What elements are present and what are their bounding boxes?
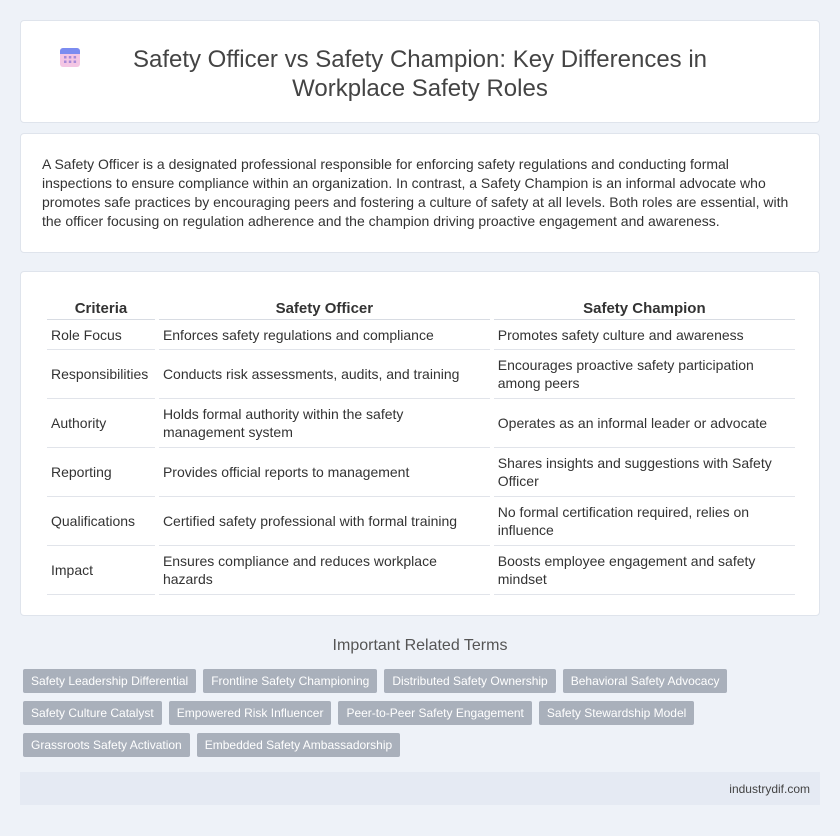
criteria-cell: Authority [47, 399, 155, 448]
related-term-tag[interactable]: Peer-to-Peer Safety Engagement [338, 701, 531, 725]
champion-cell: No formal certification required, relies on influence [494, 497, 795, 546]
champion-cell: Encourages proactive safety participation among peers [494, 350, 795, 399]
intro-paragraph: A Safety Officer is a designated professional responsible for enforcing safety regulations and conducting formal inspections to ensure compliance within an organization. In contrast, a Safety Champion is an informal advocate who promotes safe practices by encouraging peers and fostering a culture of safety at all levels. Both roles are essential, with the officer focusing on regulation adherence and the champion driving proactive engagement and awareness. [42, 156, 789, 229]
table-row [47, 497, 795, 546]
table-row [47, 350, 795, 399]
criteria-cell: Reporting [47, 448, 155, 497]
related-terms-title: Important Related Terms [332, 637, 508, 654]
officer-cell: Enforces safety regulations and compliance [159, 320, 490, 350]
related-term-tag[interactable]: Safety Leadership Differential [23, 669, 196, 693]
related-term-tag[interactable]: Behavioral Safety Advocacy [563, 669, 728, 693]
footer-site-name[interactable]: industrydif.com [729, 782, 810, 796]
related-term-tag[interactable]: Distributed Safety Ownership [384, 669, 555, 693]
champion-cell: Boosts employee engagement and safety mindset [494, 546, 795, 595]
related-term-tag[interactable]: Grassroots Safety Activation [23, 733, 190, 757]
footer [20, 772, 820, 805]
tag-row [23, 701, 823, 725]
header-safety-champion: Safety Champion [494, 295, 795, 320]
tag-row [23, 733, 823, 757]
table-row [47, 448, 795, 497]
related-term-tag[interactable]: Empowered Risk Influencer [169, 701, 332, 725]
officer-cell: Provides official reports to management [159, 448, 490, 497]
comparison-card [20, 271, 820, 616]
officer-cell: Conducts risk assessments, audits, and training [159, 350, 490, 399]
table-header-row [47, 295, 795, 320]
officer-cell: Holds formal authority within the safety management system [159, 399, 490, 448]
header-criteria: Criteria [47, 295, 155, 320]
criteria-cell: Impact [47, 546, 155, 595]
champion-cell: Operates as an informal leader or advocate [494, 399, 795, 448]
related-term-tag[interactable]: Frontline Safety Championing [203, 669, 377, 693]
criteria-cell: Role Focus [47, 320, 155, 350]
officer-cell: Certified safety professional with formal training [159, 497, 490, 546]
intro-card [20, 133, 820, 253]
comparison-table [43, 295, 799, 595]
table-row [47, 320, 795, 350]
criteria-cell: Responsibilities [47, 350, 155, 399]
officer-cell: Ensures compliance and reduces workplace hazards [159, 546, 490, 595]
related-terms-list [23, 669, 823, 765]
page-title: Safety Officer vs Safety Champion: Key Differences in Workplace Safety Roles [132, 46, 708, 102]
champion-cell: Promotes safety culture and awareness [494, 320, 795, 350]
related-term-tag[interactable]: Embedded Safety Ambassadorship [197, 733, 400, 757]
related-term-tag[interactable]: Safety Culture Catalyst [23, 701, 162, 725]
header-safety-officer: Safety Officer [159, 295, 490, 320]
tag-row [23, 669, 823, 693]
criteria-cell: Qualifications [47, 497, 155, 546]
header-card [20, 20, 820, 123]
table-row [47, 399, 795, 448]
champion-cell: Shares insights and suggestions with Safety Officer [494, 448, 795, 497]
table-row [47, 546, 795, 595]
related-term-tag[interactable]: Safety Stewardship Model [539, 701, 694, 725]
